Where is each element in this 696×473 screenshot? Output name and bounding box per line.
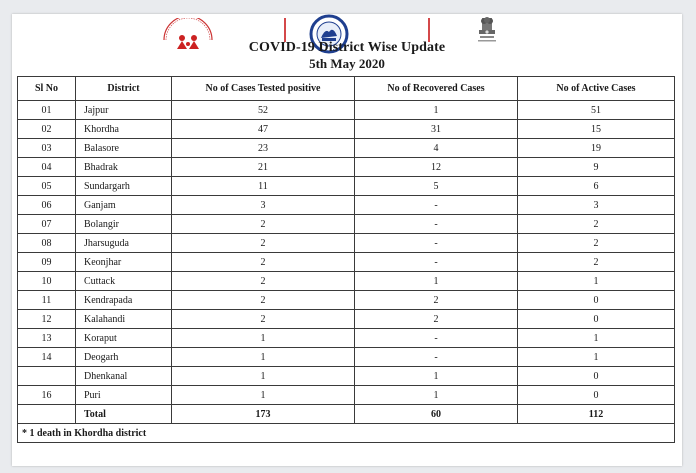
cell-tested-positive: 47: [172, 120, 355, 139]
cell-district: Balasore: [76, 139, 172, 158]
cell-district: Dhenkanal: [76, 367, 172, 386]
cell-active: 51: [518, 101, 675, 120]
table-row: [18, 177, 675, 196]
cell-tested-positive: 23: [172, 139, 355, 158]
cell-sl-no: 06: [18, 196, 76, 215]
cell-active: 0: [518, 386, 675, 405]
cell-tested-positive: 2: [172, 310, 355, 329]
cell-sl-no: 13: [18, 329, 76, 348]
cell-active: 3: [518, 196, 675, 215]
cell-active: 1: [518, 272, 675, 291]
table-row: [18, 291, 675, 310]
cell-tested-positive: 52: [172, 101, 355, 120]
bulletin-page: [12, 14, 682, 466]
cell-tested-positive: 1: [172, 367, 355, 386]
table-row: [18, 101, 675, 120]
cell-active: 1: [518, 329, 675, 348]
table-row: [18, 253, 675, 272]
cell-tested-positive: 1: [172, 348, 355, 367]
cell-recovered: -: [355, 253, 518, 272]
cell-active: 0: [518, 367, 675, 386]
cell-district: Cuttack: [76, 272, 172, 291]
cell-tested-positive: 1: [172, 329, 355, 348]
report-date: 5th May 2020: [309, 56, 385, 71]
cell-sl-no: 10: [18, 272, 76, 291]
table-row: [18, 234, 675, 253]
cell-sl-no: 03: [18, 139, 76, 158]
cell-district: Khordha: [76, 120, 172, 139]
divider-left: [284, 18, 286, 42]
footnote: * 1 death in Khordha district: [18, 424, 675, 443]
cell-recovered: -: [355, 215, 518, 234]
cell-district: Deogarh: [76, 348, 172, 367]
cell-active: 2: [518, 215, 675, 234]
col-sl-no: Sl No: [18, 77, 76, 101]
table-row: [18, 139, 675, 158]
table-header-row: [18, 77, 675, 101]
col-district: District: [76, 77, 172, 101]
cell-district: Keonjhar: [76, 253, 172, 272]
cell-active: 0: [518, 310, 675, 329]
cell-recovered: -: [355, 196, 518, 215]
table-row: [18, 215, 675, 234]
cell-blank: [18, 405, 76, 424]
cell-sl-no: 11: [18, 291, 76, 310]
cell-recovered: 12: [355, 158, 518, 177]
cell-active: 2: [518, 234, 675, 253]
cell-recovered: 31: [355, 120, 518, 139]
table-row: [18, 310, 675, 329]
cell-tested-positive: 3: [172, 196, 355, 215]
cell-tested-positive: 21: [172, 158, 355, 177]
cell-sl-no: [18, 367, 76, 386]
table-row: [18, 158, 675, 177]
cell-district: Ganjam: [76, 196, 172, 215]
cell-sl-no: 16: [18, 386, 76, 405]
cell-tested-positive: 2: [172, 234, 355, 253]
total-tested-positive: 173: [172, 405, 355, 424]
cell-district: Sundargarh: [76, 177, 172, 196]
cell-active: 15: [518, 120, 675, 139]
cell-sl-no: 08: [18, 234, 76, 253]
col-tested-positive: No of Cases Tested positive: [172, 77, 355, 101]
table-row: [18, 348, 675, 367]
cell-sl-no: 01: [18, 101, 76, 120]
cell-recovered: 1: [355, 367, 518, 386]
table-row: [18, 120, 675, 139]
cell-district: Jajpur: [76, 101, 172, 120]
page-title: COVID-19 District Wise Update: [248, 40, 446, 55]
table-row: [18, 329, 675, 348]
cell-sl-no: 07: [18, 215, 76, 234]
cell-active: 1: [518, 348, 675, 367]
cell-recovered: 2: [355, 291, 518, 310]
note-row: [18, 424, 675, 443]
col-active: No of Active Cases: [518, 77, 675, 101]
total-active: 112: [518, 405, 675, 424]
cell-district: Bolangir: [76, 215, 172, 234]
table-row: [18, 367, 675, 386]
divider-right: [428, 18, 430, 42]
cell-recovered: -: [355, 348, 518, 367]
cell-tested-positive: 2: [172, 291, 355, 310]
cell-sl-no: 02: [18, 120, 76, 139]
cell-sl-no: 05: [18, 177, 76, 196]
table-row: [18, 386, 675, 405]
cell-sl-no: 09: [18, 253, 76, 272]
cell-tested-positive: 2: [172, 215, 355, 234]
district-table: [17, 76, 675, 443]
cell-tested-positive: 11: [172, 177, 355, 196]
cell-active: 19: [518, 139, 675, 158]
cell-recovered: 1: [355, 386, 518, 405]
cell-recovered: 1: [355, 101, 518, 120]
cell-tested-positive: 2: [172, 253, 355, 272]
cell-district: Puri: [76, 386, 172, 405]
cell-recovered: 2: [355, 310, 518, 329]
cell-tested-positive: 2: [172, 272, 355, 291]
cell-recovered: -: [355, 329, 518, 348]
cell-district: Koraput: [76, 329, 172, 348]
cell-district: Jharsuguda: [76, 234, 172, 253]
total-recovered: 60: [355, 405, 518, 424]
table-row: [18, 272, 675, 291]
cell-recovered: 1: [355, 272, 518, 291]
cell-active: 0: [518, 291, 675, 310]
total-row: [18, 405, 675, 424]
cell-recovered: 4: [355, 139, 518, 158]
table-row: [18, 196, 675, 215]
cell-tested-positive: 1: [172, 386, 355, 405]
cell-sl-no: 04: [18, 158, 76, 177]
total-label: Total: [76, 405, 172, 424]
cell-district: Bhadrak: [76, 158, 172, 177]
cell-active: 9: [518, 158, 675, 177]
cell-sl-no: 14: [18, 348, 76, 367]
col-recovered: No of Recovered Cases: [355, 77, 518, 101]
cell-district: Kendrapada: [76, 291, 172, 310]
cell-recovered: -: [355, 234, 518, 253]
cell-active: 2: [518, 253, 675, 272]
cell-active: 6: [518, 177, 675, 196]
cell-recovered: 5: [355, 177, 518, 196]
cell-sl-no: 12: [18, 310, 76, 329]
cell-district: Kalahandi: [76, 310, 172, 329]
